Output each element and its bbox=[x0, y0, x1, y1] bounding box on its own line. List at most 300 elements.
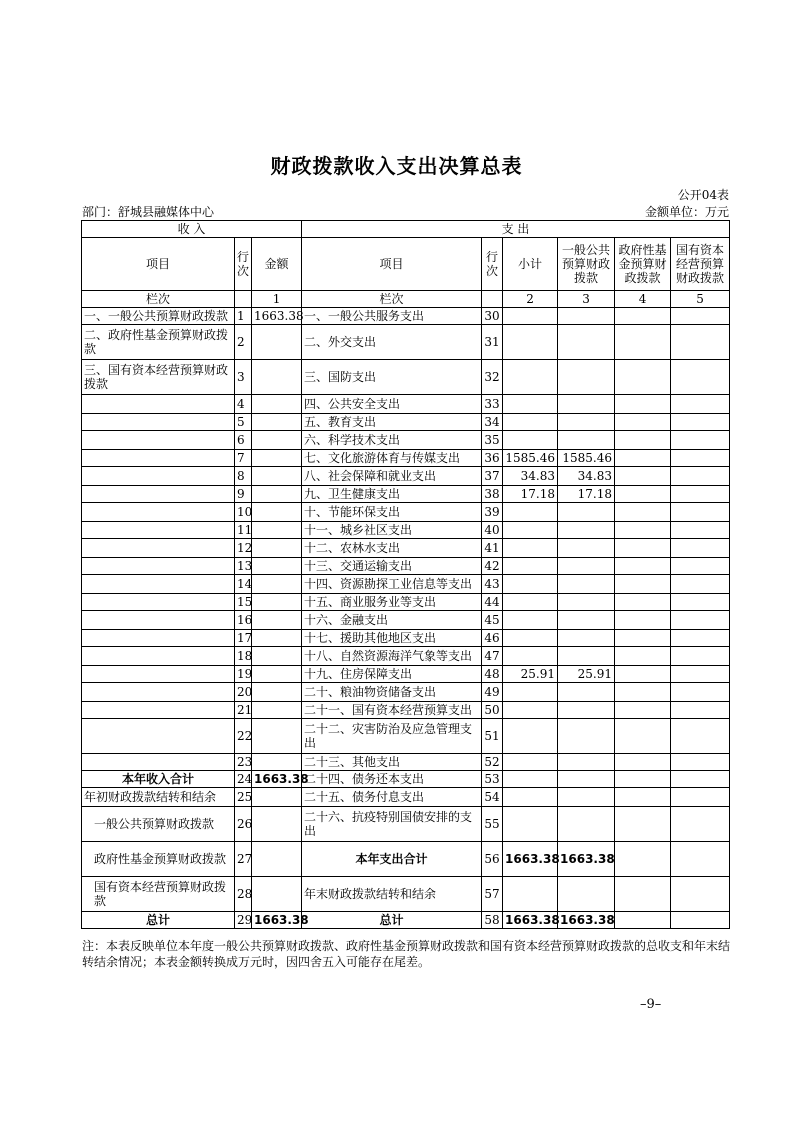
expense-state-capital bbox=[671, 666, 730, 683]
expense-state-capital bbox=[671, 912, 730, 929]
expense-gov-fund bbox=[615, 486, 671, 503]
expense-state-capital bbox=[671, 414, 730, 431]
income-line-no: 21 bbox=[235, 702, 252, 719]
income-item bbox=[82, 719, 235, 754]
income-amount bbox=[252, 788, 302, 807]
expense-gov-fund bbox=[615, 575, 671, 594]
expense-line-no: 31 bbox=[482, 325, 503, 360]
income-item bbox=[82, 467, 235, 486]
expense-gov-fund bbox=[615, 450, 671, 467]
expense-line-no: 54 bbox=[482, 788, 503, 807]
expense-state-capital bbox=[671, 877, 730, 912]
expense-state-capital bbox=[671, 647, 730, 666]
expense-line-no: 35 bbox=[482, 431, 503, 450]
expense-item: 十九、住房保障支出 bbox=[302, 666, 482, 683]
income-item: 本年收入合计 bbox=[82, 771, 235, 788]
table-row bbox=[82, 522, 730, 539]
income-line-no: 27 bbox=[235, 842, 252, 877]
income-line-header: 行次 bbox=[235, 238, 252, 291]
income-amount bbox=[252, 719, 302, 754]
income-amount bbox=[252, 503, 302, 522]
expense-general-budget bbox=[558, 647, 615, 666]
expense-gov-fund bbox=[615, 754, 671, 771]
column-number: 4 bbox=[615, 291, 671, 308]
expense-gov-fund bbox=[615, 308, 671, 325]
income-item: 政府性基金预算财政拨款 bbox=[82, 842, 235, 877]
expense-item: 十二、农林水支出 bbox=[302, 539, 482, 558]
income-line-no: 26 bbox=[235, 807, 252, 842]
expense-subtotal: 34.83 bbox=[503, 467, 558, 486]
expense-line-no: 32 bbox=[482, 360, 503, 395]
income-amount bbox=[252, 539, 302, 558]
expense-item: 二十六、抗疫特别国债安排的支出 bbox=[302, 807, 482, 842]
income-line-no: 15 bbox=[235, 594, 252, 611]
expense-general-budget bbox=[558, 575, 615, 594]
income-amount bbox=[252, 431, 302, 450]
expense-state-capital bbox=[671, 503, 730, 522]
expense-state-capital bbox=[671, 683, 730, 702]
expense-gov-fund bbox=[615, 788, 671, 807]
expense-item: 一、一般公共服务支出 bbox=[302, 308, 482, 325]
income-line-no: 2 bbox=[235, 325, 252, 360]
expense-general-budget bbox=[558, 360, 615, 395]
expense-item: 十四、资源勘探工业信息等支出 bbox=[302, 575, 482, 594]
expense-gov-fund bbox=[615, 877, 671, 912]
expense-general-budget bbox=[558, 719, 615, 754]
income-item bbox=[82, 431, 235, 450]
expense-line-no: 30 bbox=[482, 308, 503, 325]
expense-general-budget bbox=[558, 395, 615, 414]
expense-gov-fund bbox=[615, 360, 671, 395]
expense-gov-fund bbox=[615, 558, 671, 575]
income-item bbox=[82, 503, 235, 522]
expense-state-capital bbox=[671, 771, 730, 788]
amount-header: 金额 bbox=[252, 238, 302, 291]
income-item bbox=[82, 647, 235, 666]
expense-item: 二十五、债务付息支出 bbox=[302, 788, 482, 807]
expense-general-budget bbox=[558, 702, 615, 719]
income-item bbox=[82, 683, 235, 702]
table-row bbox=[82, 308, 730, 325]
expense-subtotal bbox=[503, 771, 558, 788]
income-item: 三、国有资本经营预算财政拨款 bbox=[82, 360, 235, 395]
expense-line-no: 53 bbox=[482, 771, 503, 788]
expense-line-no: 37 bbox=[482, 467, 503, 486]
income-line-no: 13 bbox=[235, 558, 252, 575]
table-row bbox=[82, 788, 730, 807]
expense-item: 二十二、灾害防治及应急管理支出 bbox=[302, 719, 482, 754]
income-item: 二、政府性基金预算财政拨款 bbox=[82, 325, 235, 360]
expense-general-budget bbox=[558, 788, 615, 807]
expense-item: 四、公共安全支出 bbox=[302, 395, 482, 414]
expense-gov-fund bbox=[615, 539, 671, 558]
expense-item: 十七、援助其他地区支出 bbox=[302, 630, 482, 647]
income-item bbox=[82, 666, 235, 683]
subtotal-header: 小计 bbox=[503, 238, 558, 291]
column-number: 5 bbox=[671, 291, 730, 308]
department-label: 部门：舒城县融媒体中心 bbox=[82, 205, 215, 219]
expense-subtotal bbox=[503, 325, 558, 360]
expense-gov-fund bbox=[615, 771, 671, 788]
expense-subtotal bbox=[503, 611, 558, 630]
expense-item: 二十三、其他支出 bbox=[302, 754, 482, 771]
expense-subtotal bbox=[503, 431, 558, 450]
expense-gov-fund bbox=[615, 611, 671, 630]
income-item bbox=[82, 558, 235, 575]
expense-state-capital bbox=[671, 807, 730, 842]
expense-general-budget bbox=[558, 414, 615, 431]
income-amount bbox=[252, 842, 302, 877]
expense-gov-fund bbox=[615, 503, 671, 522]
income-line-no: 19 bbox=[235, 666, 252, 683]
expense-state-capital bbox=[671, 611, 730, 630]
expense-gov-fund bbox=[615, 395, 671, 414]
column-label: 栏次 bbox=[82, 291, 235, 308]
page-number: –9– bbox=[640, 997, 662, 1012]
table-row bbox=[82, 414, 730, 431]
expense-gov-fund bbox=[615, 325, 671, 360]
income-item: 年初财政拨款结转和结余 bbox=[82, 788, 235, 807]
expense-gov-fund bbox=[615, 842, 671, 877]
column-label: 栏次 bbox=[302, 291, 482, 308]
income-line-no: 4 bbox=[235, 395, 252, 414]
income-line-no: 8 bbox=[235, 467, 252, 486]
expense-subtotal bbox=[503, 308, 558, 325]
expense-line-no: 40 bbox=[482, 522, 503, 539]
expense-subtotal bbox=[503, 503, 558, 522]
expense-general-budget bbox=[558, 539, 615, 558]
expense-line-no: 45 bbox=[482, 611, 503, 630]
expense-state-capital bbox=[671, 719, 730, 754]
expense-state-capital bbox=[671, 575, 730, 594]
column-number: 1 bbox=[252, 291, 302, 308]
income-line-no: 16 bbox=[235, 611, 252, 630]
expense-item: 十一、城乡社区支出 bbox=[302, 522, 482, 539]
expense-item: 十六、金融支出 bbox=[302, 611, 482, 630]
expense-general-budget bbox=[558, 503, 615, 522]
table-row bbox=[82, 611, 730, 630]
table-row bbox=[82, 467, 730, 486]
expense-line-no: 43 bbox=[482, 575, 503, 594]
income-line-no: 12 bbox=[235, 539, 252, 558]
income-amount bbox=[252, 325, 302, 360]
table-row bbox=[82, 647, 730, 666]
expense-header: 支 出 bbox=[302, 221, 730, 238]
expense-state-capital bbox=[671, 325, 730, 360]
income-amount: 1663.38 bbox=[252, 912, 302, 929]
expense-gov-fund bbox=[615, 683, 671, 702]
expense-subtotal: 1585.46 bbox=[503, 450, 558, 467]
empty-cell bbox=[235, 291, 252, 308]
expense-line-no: 47 bbox=[482, 647, 503, 666]
expense-state-capital bbox=[671, 486, 730, 503]
table-row bbox=[82, 666, 730, 683]
expense-general-budget: 17.18 bbox=[558, 486, 615, 503]
expense-gov-fund bbox=[615, 702, 671, 719]
expense-subtotal bbox=[503, 522, 558, 539]
table-row bbox=[82, 683, 730, 702]
income-item bbox=[82, 450, 235, 467]
expense-gov-fund bbox=[615, 431, 671, 450]
expense-general-budget bbox=[558, 558, 615, 575]
income-line-no: 23 bbox=[235, 754, 252, 771]
income-line-no: 18 bbox=[235, 647, 252, 666]
income-line-no: 28 bbox=[235, 877, 252, 912]
column-number: 3 bbox=[558, 291, 615, 308]
expense-item: 六、科学技术支出 bbox=[302, 431, 482, 450]
general-budget-header: 一般公共预算财政拨款 bbox=[558, 238, 615, 291]
expense-item: 七、文化旅游体育与传媒支出 bbox=[302, 450, 482, 467]
expense-subtotal bbox=[503, 395, 558, 414]
income-amount bbox=[252, 877, 302, 912]
expense-general-budget bbox=[558, 877, 615, 912]
income-item bbox=[82, 594, 235, 611]
income-amount bbox=[252, 395, 302, 414]
income-line-no: 6 bbox=[235, 431, 252, 450]
expense-gov-fund bbox=[615, 522, 671, 539]
income-item bbox=[82, 575, 235, 594]
table-row bbox=[82, 450, 730, 467]
income-amount bbox=[252, 754, 302, 771]
income-item-header: 项目 bbox=[82, 238, 235, 291]
table-row bbox=[82, 719, 730, 754]
expense-item: 二、外交支出 bbox=[302, 325, 482, 360]
expense-line-no: 57 bbox=[482, 877, 503, 912]
expense-general-budget bbox=[558, 754, 615, 771]
income-line-no: 24 bbox=[235, 771, 252, 788]
income-line-no: 7 bbox=[235, 450, 252, 467]
expense-gov-fund bbox=[615, 666, 671, 683]
expense-state-capital bbox=[671, 788, 730, 807]
expense-subtotal bbox=[503, 788, 558, 807]
income-line-no: 11 bbox=[235, 522, 252, 539]
expense-state-capital bbox=[671, 702, 730, 719]
table-row bbox=[82, 771, 730, 788]
income-item bbox=[82, 522, 235, 539]
income-item bbox=[82, 630, 235, 647]
income-line-no: 17 bbox=[235, 630, 252, 647]
income-line-no: 22 bbox=[235, 719, 252, 754]
expense-subtotal bbox=[503, 702, 558, 719]
expense-subtotal bbox=[503, 683, 558, 702]
income-line-no: 29 bbox=[235, 912, 252, 929]
expense-subtotal bbox=[503, 360, 558, 395]
table-row bbox=[82, 912, 730, 929]
income-amount bbox=[252, 558, 302, 575]
income-amount bbox=[252, 594, 302, 611]
expense-state-capital bbox=[671, 431, 730, 450]
expense-item: 二十一、国有资本经营预算支出 bbox=[302, 702, 482, 719]
expense-item: 三、国防支出 bbox=[302, 360, 482, 395]
expense-state-capital bbox=[671, 450, 730, 467]
expense-state-capital bbox=[671, 594, 730, 611]
table-row bbox=[82, 702, 730, 719]
expense-item: 二十、粮油物资储备支出 bbox=[302, 683, 482, 702]
table-row bbox=[82, 486, 730, 503]
budget-summary-table bbox=[81, 220, 730, 929]
expense-general-budget bbox=[558, 771, 615, 788]
expense-subtotal bbox=[503, 414, 558, 431]
income-item bbox=[82, 611, 235, 630]
table-row bbox=[82, 539, 730, 558]
form-code: 公开04表 bbox=[677, 188, 729, 202]
expense-item: 九、卫生健康支出 bbox=[302, 486, 482, 503]
income-line-no: 25 bbox=[235, 788, 252, 807]
expense-item: 十、节能环保支出 bbox=[302, 503, 482, 522]
expense-line-no: 34 bbox=[482, 414, 503, 431]
expense-line-no: 58 bbox=[482, 912, 503, 929]
state-capital-header: 国有资本经营预算财政拨款 bbox=[671, 238, 730, 291]
expense-line-no: 48 bbox=[482, 666, 503, 683]
expense-state-capital bbox=[671, 539, 730, 558]
table-row bbox=[82, 431, 730, 450]
expense-gov-fund bbox=[615, 807, 671, 842]
table-row bbox=[82, 360, 730, 395]
income-header: 收 入 bbox=[82, 221, 302, 238]
expense-subtotal bbox=[503, 575, 558, 594]
expense-item: 五、教育支出 bbox=[302, 414, 482, 431]
expense-subtotal bbox=[503, 630, 558, 647]
gov-fund-header: 政府性基金预算财政拨款 bbox=[615, 238, 671, 291]
income-amount bbox=[252, 611, 302, 630]
income-item: 国有资本经营预算财政拨款 bbox=[82, 877, 235, 912]
income-amount bbox=[252, 450, 302, 467]
page-title: 财政拨款收入支出决算总表 bbox=[270, 154, 523, 178]
table-row bbox=[82, 325, 730, 360]
income-item: 一般公共预算财政拨款 bbox=[82, 807, 235, 842]
income-line-no: 14 bbox=[235, 575, 252, 594]
table-row bbox=[82, 395, 730, 414]
income-amount bbox=[252, 575, 302, 594]
expense-line-no: 56 bbox=[482, 842, 503, 877]
expense-general-budget: 1585.46 bbox=[558, 450, 615, 467]
expense-line-no: 55 bbox=[482, 807, 503, 842]
income-line-no: 9 bbox=[235, 486, 252, 503]
expense-state-capital bbox=[671, 467, 730, 486]
income-amount bbox=[252, 467, 302, 486]
table-row bbox=[82, 594, 730, 611]
expense-gov-fund bbox=[615, 647, 671, 666]
expense-general-budget bbox=[558, 807, 615, 842]
expense-general-budget bbox=[558, 308, 615, 325]
income-amount bbox=[252, 647, 302, 666]
expense-gov-fund bbox=[615, 414, 671, 431]
expense-line-header: 行次 bbox=[482, 238, 503, 291]
expense-subtotal bbox=[503, 719, 558, 754]
expense-subtotal bbox=[503, 754, 558, 771]
expense-subtotal: 17.18 bbox=[503, 486, 558, 503]
column-number: 2 bbox=[503, 291, 558, 308]
income-line-no: 1 bbox=[235, 308, 252, 325]
income-item bbox=[82, 754, 235, 771]
income-item bbox=[82, 702, 235, 719]
table-row bbox=[82, 807, 730, 842]
expense-general-budget: 34.83 bbox=[558, 467, 615, 486]
expense-subtotal: 25.91 bbox=[503, 666, 558, 683]
income-amount bbox=[252, 486, 302, 503]
table-row bbox=[82, 754, 730, 771]
expense-item: 年末财政拨款结转和结余 bbox=[302, 877, 482, 912]
expense-general-budget: 1663.38 bbox=[558, 842, 615, 877]
income-amount bbox=[252, 666, 302, 683]
table-row bbox=[82, 877, 730, 912]
expense-item: 八、社会保障和就业支出 bbox=[302, 467, 482, 486]
expense-gov-fund bbox=[615, 594, 671, 611]
expense-general-budget bbox=[558, 611, 615, 630]
income-item: 一、一般公共预算财政拨款 bbox=[82, 308, 235, 325]
expense-general-budget bbox=[558, 683, 615, 702]
footnote: 注：本表反映单位本年度一般公共预算财政拨款、政府性基金预算财政拨款和国有资本经营预算财政拨款的总收支和年末结转结余情况；本表金额转换成万元时，因四舍五入可能存在尾差。 bbox=[82, 939, 731, 969]
expense-line-no: 33 bbox=[482, 395, 503, 414]
expense-general-budget: 25.91 bbox=[558, 666, 615, 683]
expense-subtotal bbox=[503, 647, 558, 666]
income-line-no: 20 bbox=[235, 683, 252, 702]
expense-general-budget bbox=[558, 431, 615, 450]
income-item bbox=[82, 395, 235, 414]
expense-general-budget: 1663.38 bbox=[558, 912, 615, 929]
income-item bbox=[82, 414, 235, 431]
expense-general-budget bbox=[558, 630, 615, 647]
expense-line-no: 46 bbox=[482, 630, 503, 647]
expense-gov-fund bbox=[615, 912, 671, 929]
table-row bbox=[82, 630, 730, 647]
expense-state-capital bbox=[671, 522, 730, 539]
income-line-no: 3 bbox=[235, 360, 252, 395]
income-line-no: 5 bbox=[235, 414, 252, 431]
table-row bbox=[82, 575, 730, 594]
expense-line-no: 41 bbox=[482, 539, 503, 558]
table-row bbox=[82, 503, 730, 522]
expense-line-no: 39 bbox=[482, 503, 503, 522]
expense-subtotal bbox=[503, 558, 558, 575]
expense-line-no: 36 bbox=[482, 450, 503, 467]
expense-line-no: 49 bbox=[482, 683, 503, 702]
expense-line-no: 51 bbox=[482, 719, 503, 754]
income-amount bbox=[252, 683, 302, 702]
expense-item: 二十四、债务还本支出 bbox=[302, 771, 482, 788]
expense-gov-fund bbox=[615, 630, 671, 647]
income-item: 总计 bbox=[82, 912, 235, 929]
expense-state-capital bbox=[671, 308, 730, 325]
income-amount bbox=[252, 414, 302, 431]
expense-state-capital bbox=[671, 754, 730, 771]
income-amount bbox=[252, 807, 302, 842]
expense-gov-fund bbox=[615, 467, 671, 486]
expense-item-header: 项目 bbox=[302, 238, 482, 291]
expense-line-no: 38 bbox=[482, 486, 503, 503]
expense-subtotal bbox=[503, 877, 558, 912]
expense-state-capital bbox=[671, 395, 730, 414]
expense-subtotal bbox=[503, 539, 558, 558]
expense-line-no: 50 bbox=[482, 702, 503, 719]
income-amount bbox=[252, 630, 302, 647]
expense-line-no: 44 bbox=[482, 594, 503, 611]
unit-label: 金额单位：万元 bbox=[644, 205, 729, 219]
expense-line-no: 42 bbox=[482, 558, 503, 575]
income-amount: 1663.38 bbox=[252, 771, 302, 788]
expense-item: 十三、交通运输支出 bbox=[302, 558, 482, 575]
income-line-no: 10 bbox=[235, 503, 252, 522]
expense-subtotal bbox=[503, 594, 558, 611]
expense-state-capital bbox=[671, 360, 730, 395]
empty-cell bbox=[482, 291, 503, 308]
income-item bbox=[82, 539, 235, 558]
income-amount: 1663.38 bbox=[252, 308, 302, 325]
expense-item: 本年支出合计 bbox=[302, 842, 482, 877]
expense-gov-fund bbox=[615, 719, 671, 754]
expense-subtotal: 1663.38 bbox=[503, 912, 558, 929]
expense-line-no: 52 bbox=[482, 754, 503, 771]
